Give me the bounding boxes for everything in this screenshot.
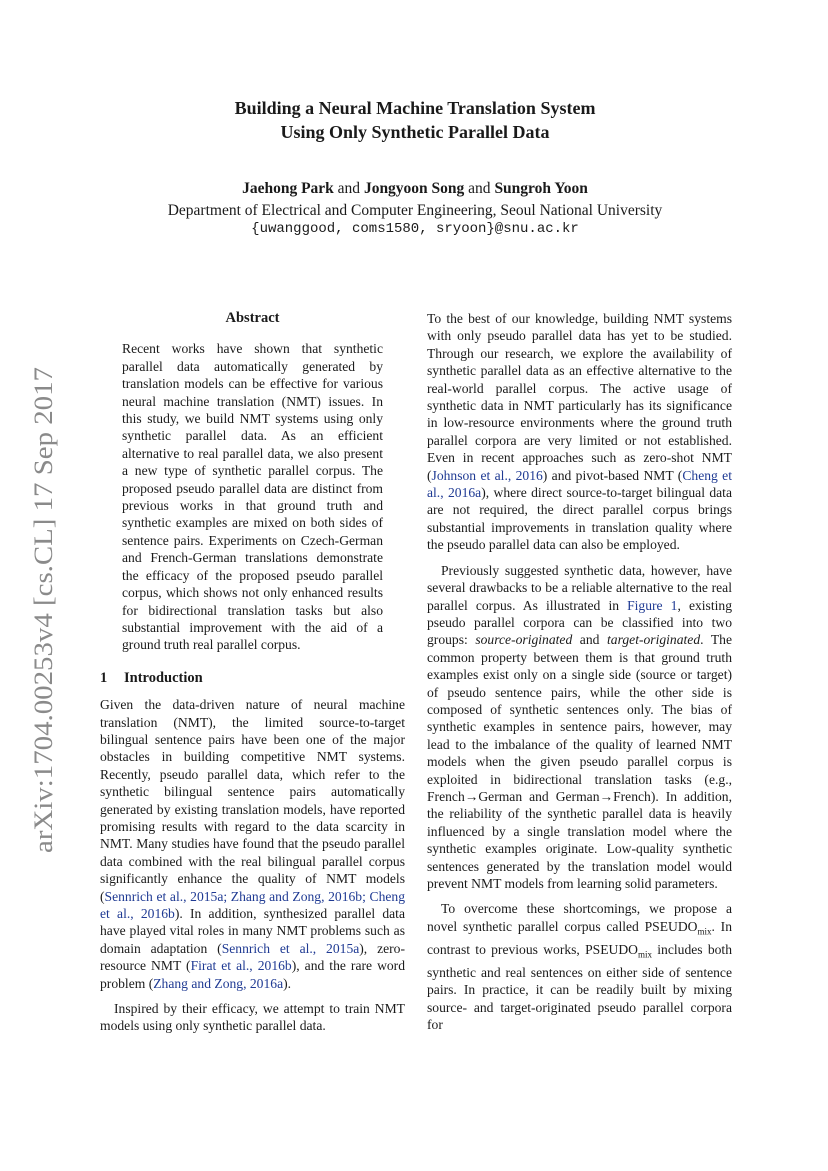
paragraph-text: , existing pseudo parallel corpora can be classified into two groups: [427,597,732,648]
subscript: mix [697,926,712,937]
abstract-heading: Abstract [225,310,280,326]
citation-link[interactable]: Zhang and Zong, 2016a [153,975,284,991]
paragraph-text: ), and the rare word problem ( [100,958,406,991]
intro-paragraph-2: Inspired by their efficacy, we attempt to train NMT models using only synthetic parallel data. [100,1001,405,1034]
paragraph-text: ). In addition, synthesized parallel data have played vital roles in many NMT problems such as domain adaptation ( [100,906,405,956]
title-line-1: Building a Neural Machine Translation System [234,98,596,118]
paragraph-text: To overcome these shortcomings, we propose a novel synthetic parallel corpus called PSEUDO [427,901,732,934]
intro-paragraph-1 [100,696,405,992]
paragraph-text: ), zero-resource NMT ( [100,940,406,974]
emphasized-term: target-originated [607,632,701,648]
author-separator: and [337,180,361,197]
section-title: Introduction [124,669,203,686]
figure-reference-link[interactable]: Figure 1 [627,597,678,613]
paragraph-text: Previously suggested synthetic data, however, have several drawbacks to be a reliable alternative to the real parallel corpus. As illustrated in [427,562,732,613]
subscript: mix [637,949,652,960]
section-heading [100,670,405,687]
paragraph-text: includes both synthetic and real sentences on either side of sentence pairs. In practice, it can be readily built by mixing source- and target-originated pseudo parallel corpora for [427,941,732,1033]
intro-paragraph-4 [427,562,732,893]
paragraph-text: . In contrast to previous works, PSEUDO [427,918,732,957]
citation-link[interactable]: Cheng et al., 2016a [427,467,732,501]
paper-title [100,96,730,144]
author-name: Sungroh Yoon [494,180,588,197]
paragraph-text: ). [283,975,292,991]
citation-link[interactable]: Johnson et al., 2016 [431,467,543,483]
left-column [100,310,405,1035]
citation-link[interactable]: Sennrich et al., 2015a [221,940,360,956]
citation-link[interactable]: Sennrich et al., 2015a; Zhang and Zong, 2016b; Cheng et al., 2016b [100,888,405,921]
arxiv-watermark [20,365,60,855]
paragraph-text: and [572,632,607,648]
author-name: Jongyoon Song [363,180,465,197]
author-emails: {uwanggood, coms1580, sryoon}@snu.ac.kr [251,221,579,237]
paragraph-text: Given the data-driven nature of neural machine translation (NMT), the limited source-to-target bilingual sentence pairs have been one of the major obstacles in building competitive NMT systems. Recently, pseudo parallel data, which refer to the synthetic bilingual sentence pairs automatically generated by existing translation models, have reported promising results with regard to the data scarcity in NMT. Many studies have found that the pseudo parallel data combined with the real bilingual parallel corpus significantly enhance the quality of NMT models ( [100,697,405,904]
paragraph-text: ) and pivot-based NMT ( [542,467,683,483]
section-number: 1 [100,669,108,686]
paragraph-text: . The common property between them is that ground truth examples exist only on a single side (source or target) of pseudo sentence pairs, while the other side is composed of synthetic sentences only. The bias of synthetic examples in sentence pairs, however, may lead to the imbalance of the quality of learned NMT models when the given pseudo parallel corpus is exploited in bidirectional translation tasks (e.g., French→German and German→French). In addition, the reliability of the synthetic parallel data is heavily influenced by a single translation model where the synthetic examples originate. Low-quality synthetic sentences generated by the translation model would prevent NMT models from learning solid parameters. [427,632,732,891]
intro-paragraph-3 [427,310,732,554]
author-list [100,178,730,199]
emphasized-term: source-originated [475,632,573,648]
author-separator: and [468,180,491,197]
author-name: Jaehong Park [242,180,334,197]
right-column [427,310,732,1034]
intro-paragraph-5 [427,900,732,1033]
paragraph-text: ), where direct source-to-target bilingual data are not required, the direct parallel corpus brings substantial improvements in translation quality where the pseudo parallel data can also be employed. [427,485,732,553]
citation-link[interactable]: Firat et al., 2016b [190,958,292,974]
arxiv-identifier: arXiv:1704.00253v4 [cs.CL] 17 Sep 2017 [29,415,58,853]
affiliation: Department of Electrical and Computer Engineering, Seoul National University [167,202,663,219]
title-line-2: Using Only Synthetic Parallel Data [280,122,550,142]
paragraph-text: To the best of our knowledge, building NMT systems with only pseudo parallel data has yet to be studied. Through our research, we explore the availability of synthetic parallel data as an effective alternative to the real-world parallel corpus. The active usage of synthetic data in NMT particularly has its significance in low-resource environments where the ground truth parallel corpora are very limited or not established. Even in recent approaches such as zero-shot NMT ( [427,311,732,483]
abstract-text: Recent works have shown that synthetic parallel data automatically generated by translation models can be effective for various neural machine translation (NMT) issues. In this study, we build NMT systems using only synthetic parallel data. As an efficient alternative to real parallel data, we also present a new type of synthetic parallel corpus. The proposed pseudo parallel data are distinct from previous works in that ground truth and synthetic examples are mixed on both sides of sentence pairs. Experiments on Czech-German and French-German translations demonstrate the efficacy of the proposed pseudo parallel corpus, which shows not only enhanced results for bidirectional translation tasks but also substantial improvement with the aid of a ground truth real parallel corpus. [122,341,383,653]
